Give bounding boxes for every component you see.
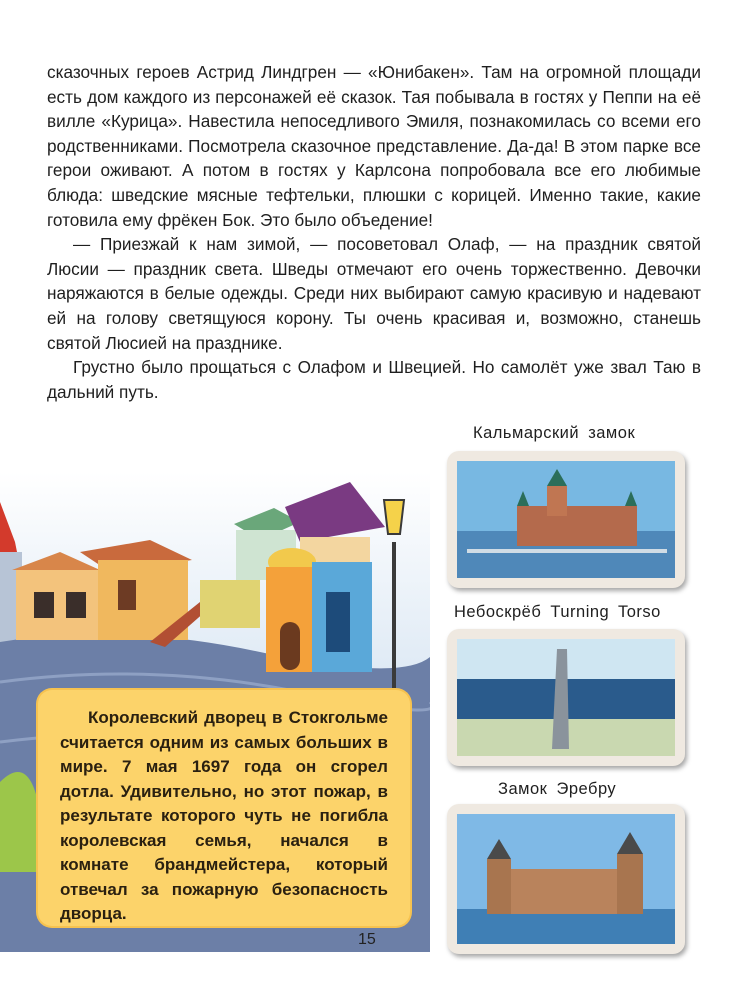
photo-caption-2: Небоскрёб Turning Torso <box>454 603 661 621</box>
photo-caption-1: Кальмарский замок <box>473 424 636 442</box>
photo-orebro-castle <box>447 804 685 954</box>
page-number: 15 <box>358 931 376 948</box>
main-text <box>47 60 701 404</box>
paragraph-1: сказочных героев Астрид Линдгрен — «Юнибакен». Там на огромной площади есть дом каждого из персонажей её сказок. Тая побывала в гостях у Пеппи на её вилле «Курица». Навестила непоседливого Эмиля, познакомилась со всеми его родственниками. Посмотрела сказочное представление. Да-да! В этом парке все герои оживают. А потом в гостях у Карлсона попробовала все его любимые блюда: шведские мясные тефтельки, плюшки с корицей. Именно такие, какие готовила ему фрёкен Бок. Это было объедение! <box>47 62 701 230</box>
paragraph-3: Грустно было прощаться с Олафом и Швецией. Но самолёт уже звал Таю в дальний путь. <box>47 357 701 402</box>
fact-text: Королевский дворец в Стокгольме считается одним из самых больших в мире. 7 мая 1697 года он сгорел дотла. Удивительно, но этот пожар, в результате которого чуть не погибла королевская семья, начался в комнате брандмейстера, который отвечал за пожарную безопасность дворца. <box>60 708 388 923</box>
paragraph-2: — Приезжай к нам зимой, — посоветовал Олаф, — на праздник святой Люсии — праздник света. Шведы отмечают его очень торжественно. Девочки наряжаются в белые одежды. Среди них выбирают самую красивую и надевают ей на голову светящуюся корону. Ты очень красивая и, возможно, станешь святой Люсией на празднике. <box>47 234 701 353</box>
fact-box <box>38 690 410 926</box>
photo-turning-torso <box>447 629 685 766</box>
photo-kalmar-castle <box>447 451 685 588</box>
photo-caption-3: Замок Эребру <box>498 780 617 798</box>
